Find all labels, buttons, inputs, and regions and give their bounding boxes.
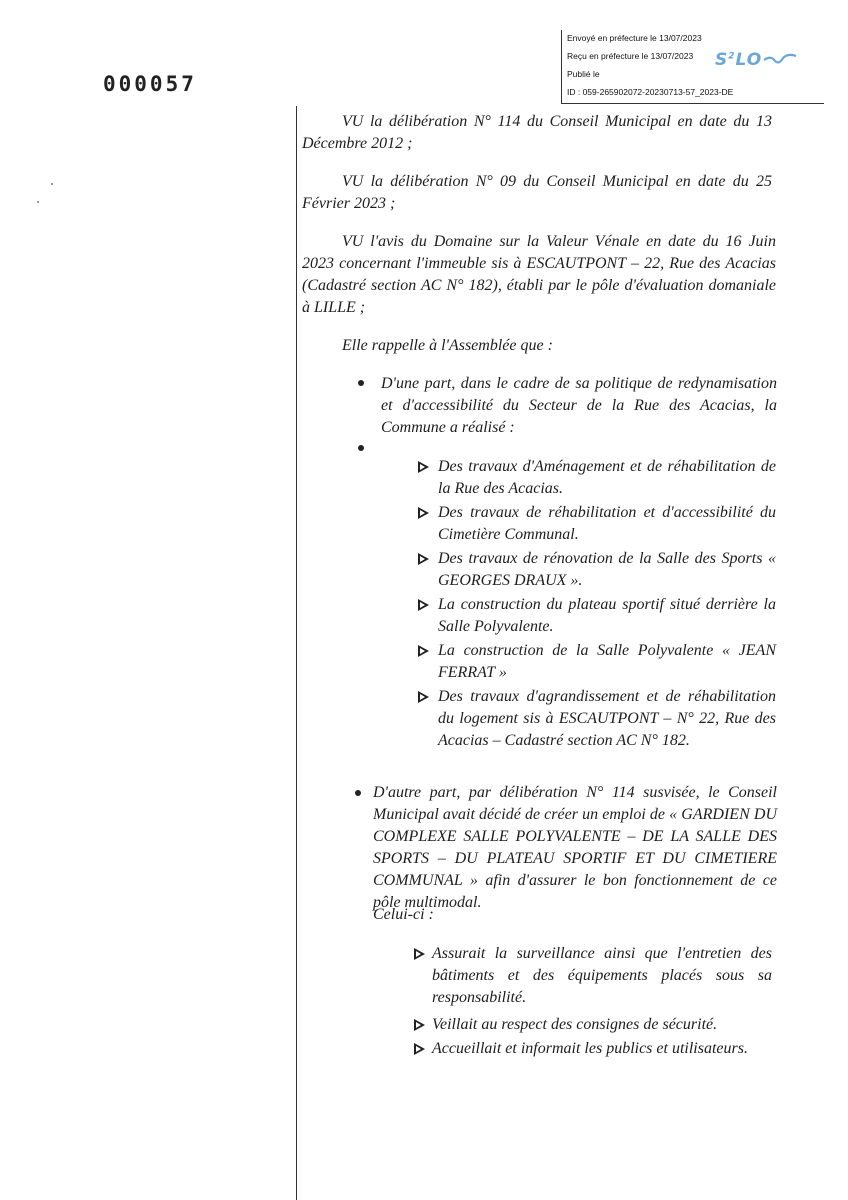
document-number: 000057	[103, 72, 197, 96]
list-item: Des travaux d'agrandissement et de réhabilitation du logement sis à ESCAUTPONT – N° 22, Rue des Acacias – Cadastré section AC N° 182.	[438, 688, 776, 749]
list-item: La construction du plateau sportif situé derrière la Salle Polyvalente.	[438, 596, 776, 635]
list-item: Assurait la surveillance ainsi que l'entretien des bâtiments et des équipements placés sous sa responsabilité.	[432, 945, 772, 1006]
bullet-dot	[355, 790, 361, 796]
bullet-dot	[358, 380, 364, 386]
scan-speck	[51, 183, 53, 185]
arrow-bullet-icon	[418, 645, 429, 657]
bullet-second-part: D'autre part, par délibération N° 114 susvisée, le Conseil Municipal avait décidé de créer un emploi de « GARDIEN DU COMPLEXE SALLE POLYVALENTE – DE LA SALLE DES SPORTS – DU PLATEAU SPORTIF ET DU CIMETIERE COMMUNAL » afin d'assurer le bon fonctionnement de ce pôle multimodal.	[373, 784, 777, 911]
prefecture-stamp	[561, 30, 824, 104]
bullet-dot-empty	[358, 445, 364, 451]
arrow-bullet-icon	[414, 948, 425, 960]
list-item: Des travaux de réhabilitation et d'accessibilité du Cimetière Communal.	[438, 504, 776, 543]
arrow-bullet-icon	[418, 599, 429, 611]
margin-rule	[296, 106, 297, 1200]
bullet-first-part: D'une part, dans le cadre de sa politique de redynamisation et d'accessibilité du Secteur de la Rue des Acacias, la Commune a réalisé :	[381, 375, 777, 436]
arrow-bullet-icon	[414, 1043, 425, 1055]
vu-deliberation-09: VU la délibération N° 09 du Conseil Municipal en date du 25 Février 2023 ;	[302, 173, 772, 212]
arrow-bullet-icon	[418, 461, 429, 473]
arrow-bullet-icon	[418, 507, 429, 519]
list-item: Accueillait et informait les publics et utilisateurs.	[432, 1040, 748, 1057]
stamp-received-date: Reçu en préfecture le 13/07/2023	[567, 51, 694, 61]
arrow-bullet-icon	[418, 691, 429, 703]
arrow-bullet-icon	[418, 553, 429, 565]
intro-rappel: Elle rappelle à l'Assemblée que :	[342, 337, 553, 354]
scan-speck	[37, 201, 39, 203]
list-item: Veillait au respect des consignes de sécurité.	[432, 1016, 718, 1033]
list-item: Des travaux d'Aménagement et de réhabilitation de la Rue des Acacias.	[438, 458, 776, 497]
stamp-published: Publié le	[567, 69, 600, 79]
celui-ci-label: Celui-ci :	[373, 906, 434, 923]
stamp-sent-date: Envoyé en préfecture le 13/07/2023	[567, 33, 702, 43]
list-item: Des travaux de rénovation de la Salle des Sports « GEORGES DRAUX ».	[438, 550, 776, 589]
stamp-id: ID : 059-265902072-20230713-57_2023-DE	[567, 87, 734, 97]
s2lo-logo: $S^2LO$	[715, 50, 762, 70]
arrow-bullet-icon	[414, 1019, 425, 1031]
vu-avis-domaine: VU l'avis du Domaine sur la Valeur Vénale en date du 16 Juin 2023 concernant l'immeuble sis à ESCAUTPONT – 22, Rue des Acacias (Cadastré section AC N° 182), établi par le pôle d'évaluation domaniale à LILLE ;	[302, 233, 776, 316]
vu-deliberation-114: VU la délibération N° 114 du Conseil Municipal en date du 13 Décembre 2012 ;	[302, 113, 772, 152]
list-item: La construction de la Salle Polyvalente « JEAN FERRAT »	[438, 642, 776, 681]
logo-swoosh-icon	[763, 52, 797, 66]
